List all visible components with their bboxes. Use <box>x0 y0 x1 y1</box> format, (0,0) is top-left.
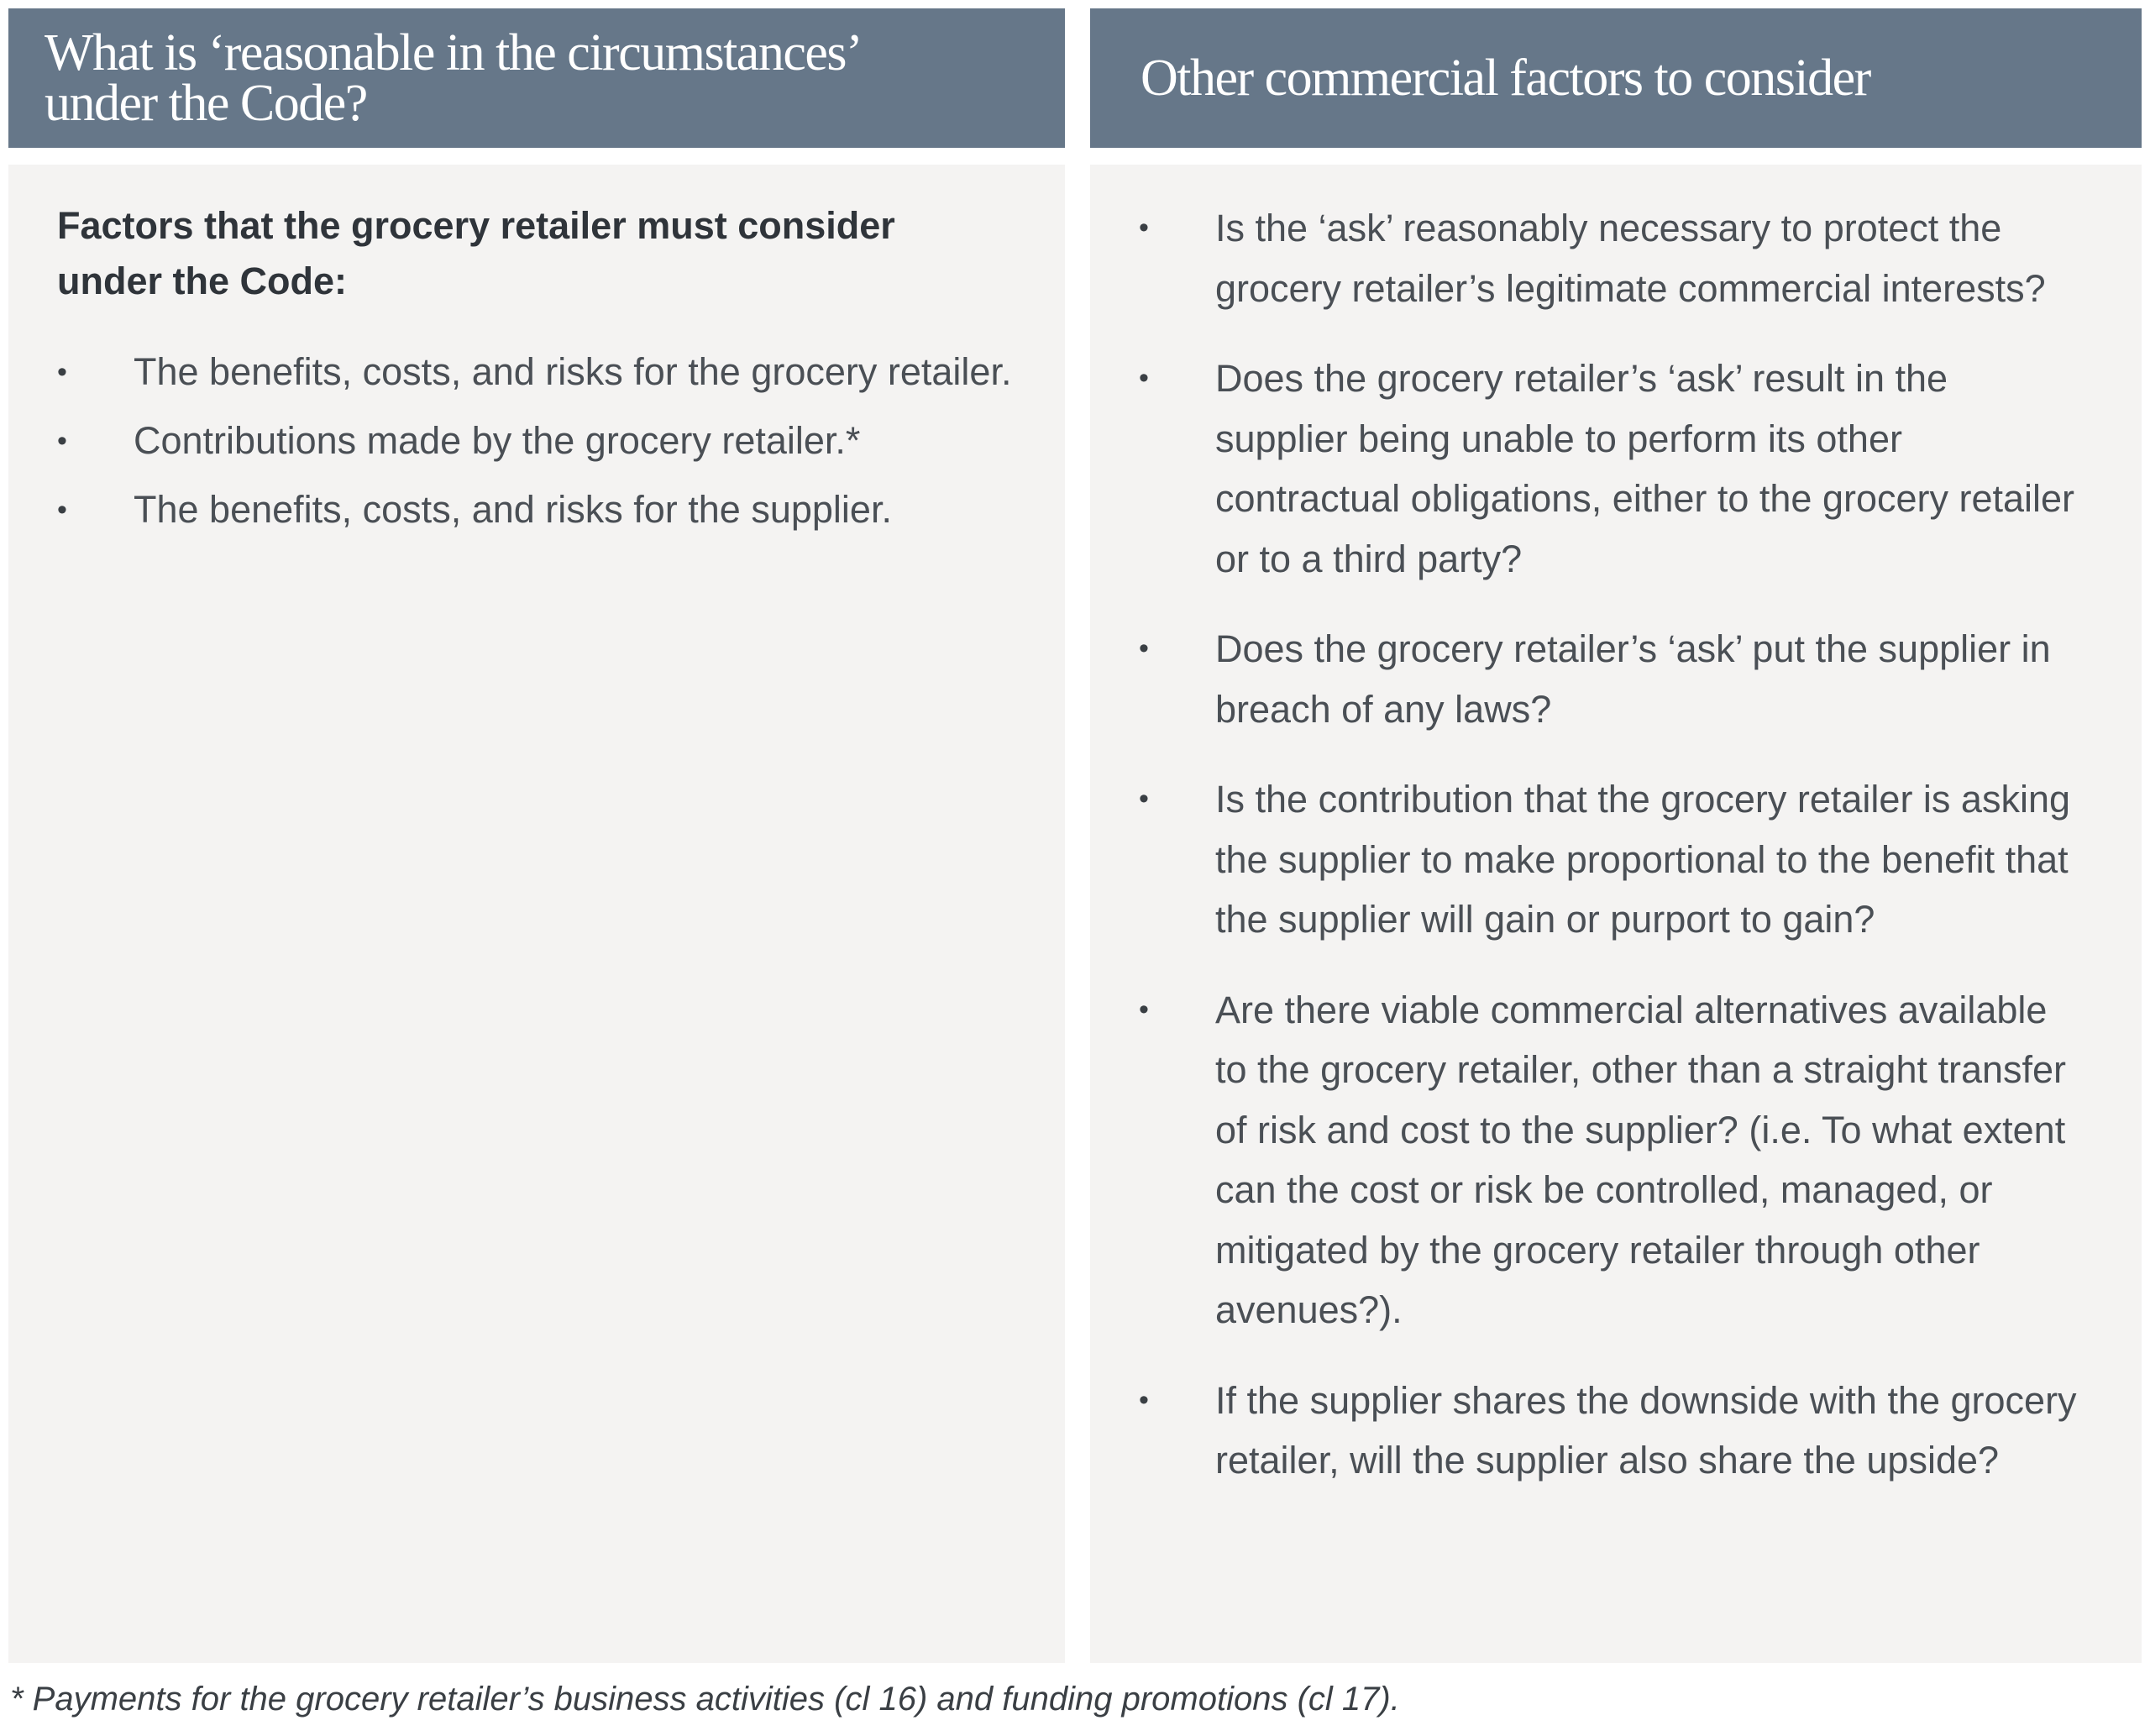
right-column-panel <box>1090 165 2142 1663</box>
list-item <box>1139 980 2083 1340</box>
list-item-text: Are there viable commercial alternatives available to the grocery retailer, other than a straight transfer of risk and cost to the supplier? (i.e. To what extent can the cost or risk be controlled, managed, or mitigated by the grocery retailer through other avenues?). <box>1215 988 2067 1331</box>
left-column-heading-text: What is ‘reasonable in the circumstances’ under the Code? <box>45 24 858 132</box>
list-item <box>57 482 1016 538</box>
list-item-text: Is the ‘ask’ reasonably necessary to protect the grocery retailer’s legitimate commercial interests? <box>1215 207 2046 310</box>
list-item <box>1139 619 2083 739</box>
left-column-panel <box>8 165 1065 1663</box>
left-column-heading <box>8 8 1065 148</box>
list-item <box>1139 349 2083 589</box>
list-item-text: The benefits, costs, and risks for the grocery retailer. <box>134 350 1012 393</box>
list-item <box>1139 769 2083 950</box>
list-item-text: Contributions made by the grocery retailer.* <box>134 419 861 462</box>
bullet-icon: • <box>1139 993 1149 1025</box>
bullet-icon: • <box>57 356 67 388</box>
bullet-icon: • <box>1139 632 1149 664</box>
bullet-icon: • <box>57 494 67 526</box>
bullet-icon: • <box>1139 362 1149 394</box>
bullet-icon: • <box>57 425 67 457</box>
bullet-icon: • <box>1139 212 1149 244</box>
right-bullet-list <box>1139 198 2083 1491</box>
left-column-intro: Factors that the grocery retailer must consider under the Code: <box>57 204 895 302</box>
right-column-heading-text: Other commercial factors to consider <box>1141 50 1870 107</box>
left-bullet-list <box>57 344 1016 538</box>
list-item <box>1139 1371 2083 1491</box>
list-item <box>57 413 1016 469</box>
list-item-text: Does the grocery retailer’s ‘ask’ put the supplier in breach of any laws? <box>1215 627 2051 731</box>
list-item <box>57 344 1016 400</box>
footnote: * Payments for the grocery retailer’s business activities (cl 16) and funding promotions (cl 17). <box>10 1681 1400 1718</box>
right-column-heading <box>1090 8 2142 148</box>
list-item-text: The benefits, costs, and risks for the supplier. <box>134 488 892 531</box>
bullet-icon: • <box>1139 783 1149 815</box>
list-item <box>1139 198 2083 318</box>
list-item-text: Does the grocery retailer’s ‘ask’ result in the supplier being unable to perform its other contractual obligations, either to the grocery retailer or to a third party? <box>1215 357 2075 580</box>
list-item-text: Is the contribution that the grocery retailer is asking the supplier to make proportional to the benefit that the supplier will gain or purport to gain? <box>1215 778 2071 941</box>
bullet-icon: • <box>1139 1383 1149 1416</box>
list-item-text: If the supplier shares the downside with the grocery retailer, will the supplier also share the upside? <box>1215 1378 2077 1482</box>
